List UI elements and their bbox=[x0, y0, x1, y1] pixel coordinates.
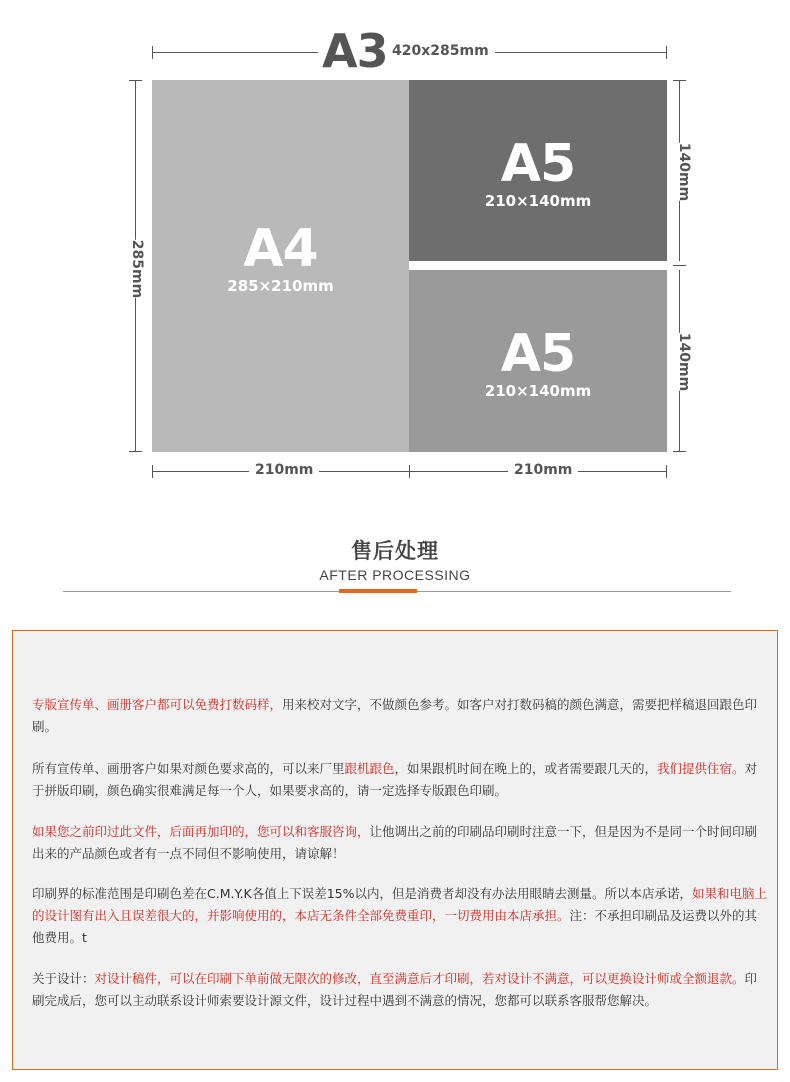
a4-label: A4 bbox=[243, 219, 318, 279]
text-span: ，如果跟机时间在晚上的，或者需要跟几天的， bbox=[394, 761, 658, 776]
text-span: 让他调出之前的印刷品印刷时注意一下，但是因为不是同一个时间印刷出来的产品颜色或者有一点不同但不影响使用，请谅解！ bbox=[32, 824, 758, 861]
text-span: 专版宣传单、画册客户都可以免费打数码样， bbox=[32, 697, 283, 712]
a3-tick-left bbox=[152, 46, 153, 59]
left-height-label: 285mm bbox=[125, 240, 149, 298]
left-tick-top bbox=[129, 80, 142, 81]
section-heading bbox=[0, 535, 790, 583]
a4-sheet bbox=[152, 80, 409, 452]
a5-top-sheet bbox=[409, 80, 667, 261]
a3-label: A3 bbox=[318, 24, 392, 78]
section-title-cn: 售后处理 bbox=[351, 539, 439, 563]
paragraph-proof bbox=[32, 694, 768, 738]
text-span: 对于拼版印刷，颜色确实很难满足每一个人，如果要求高的，请一定选择专版跟色印刷。 bbox=[32, 761, 758, 798]
a5-bottom-label: A5 bbox=[500, 324, 576, 384]
paragraph-reprint bbox=[32, 821, 768, 865]
bottom-left-width-label: 210mm bbox=[249, 462, 319, 478]
text-span: 跟机跟色 bbox=[344, 761, 395, 776]
text-span: 关于设计： bbox=[32, 971, 95, 986]
right-tick-2 bbox=[673, 265, 686, 266]
paragraph-design bbox=[32, 968, 768, 1012]
text-span: 如果和电脑上的设计图有出入且误差很大的，并影响使用的，本店无条件全部免费重印，一切费用由本店承担。 bbox=[32, 886, 768, 923]
a3-tick-right bbox=[666, 46, 667, 59]
right-tick-3 bbox=[673, 451, 686, 452]
text-span: 如果您之前印过此文件，后面再加印的，您可以和客服咨询， bbox=[32, 824, 370, 839]
text-span: 印刷完成后，您可以主动联系设计师索要设计源文件，设计过程中遇到不满意的情况，您都可以联系客服帮您解决。 bbox=[32, 971, 758, 1008]
bottom-tick-left bbox=[152, 465, 153, 478]
bottom-tick-right bbox=[666, 465, 667, 478]
text-span: 印刷界的标准范围是印刷色差在C.M.Y.K各值上下误差15%以内，但是消费者却没有办法用眼睛去测量。所以本店承诺， bbox=[32, 886, 693, 901]
text-span: 所有宣传单、画册客户如果对颜色要求高的，可以来厂里 bbox=[32, 761, 345, 776]
right-tick-1 bbox=[673, 80, 686, 81]
a5-top-size-label: 210×140mm bbox=[484, 192, 592, 210]
section-divider-accent bbox=[339, 589, 417, 593]
section-title-en: AFTER PROCESSING bbox=[319, 567, 471, 583]
left-tick-bottom bbox=[129, 451, 142, 452]
text-span: 用来校对文字，不做颜色参考。如客户对打数码稿的颜色满意，需要把样稿退回跟色印刷。 bbox=[32, 697, 758, 734]
right-top-height-label: 140mm bbox=[672, 143, 696, 201]
right-bottom-height-label: 140mm bbox=[672, 333, 696, 391]
after-sales-info-box bbox=[12, 630, 778, 1070]
text-span: 注：不承担印刷品及运费以外的其他费用。t bbox=[32, 908, 758, 945]
a5-bottom-size-label: 210×140mm bbox=[484, 382, 592, 400]
a4-size-label: 285×210mm bbox=[227, 277, 334, 295]
a5-bottom-sheet bbox=[409, 270, 667, 452]
bottom-tick-mid bbox=[409, 465, 410, 478]
a5-top-label: A5 bbox=[500, 134, 576, 194]
bottom-right-width-label: 210mm bbox=[508, 462, 578, 478]
paragraph-color-tolerance bbox=[32, 883, 768, 949]
paper-size-diagram bbox=[0, 0, 790, 500]
text-span: 对设计稿件，可以在印刷下单前做无限次的修改，直至满意后才印刷，若对设计不满意，可以更换设计师或全额退款。 bbox=[94, 971, 745, 986]
a3-size-label: 420x285mm bbox=[392, 43, 495, 59]
text-span: 我们提供住宿。 bbox=[657, 761, 745, 776]
paragraph-color-follow bbox=[32, 758, 768, 802]
